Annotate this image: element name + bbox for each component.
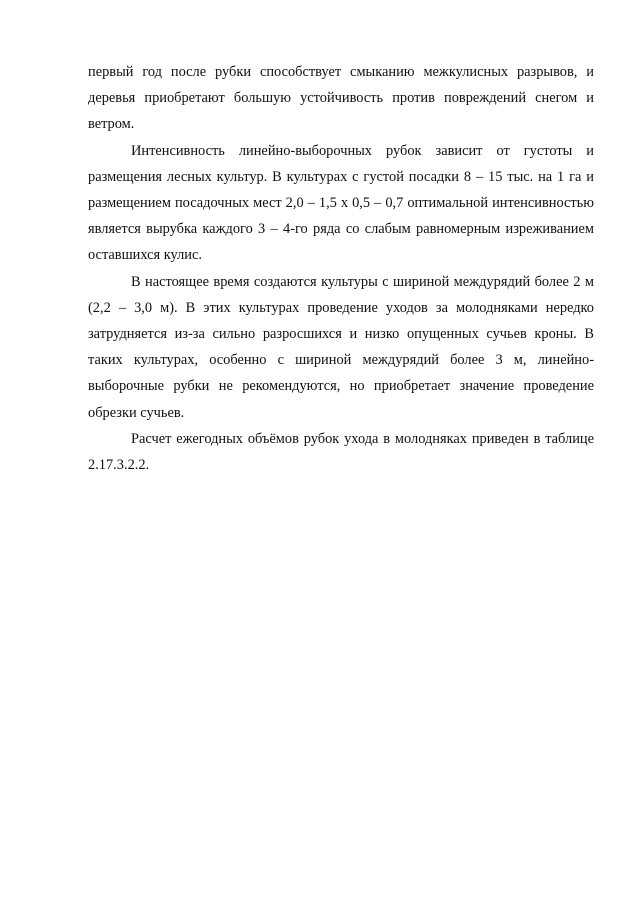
paragraph-row-spacing: В настоящее время создаются культуры с шириной междурядий более 2 м (2,2 – 3,0 м). В этих культурах проведение уходов за молодняками нередко затрудняется из-за сильно разросшихся и низко опущенных сучьев кроны. В таких культурах, особенно с шириной междурядий более 3 м, линейно-выборочные рубки не рекомендуются, но приобретает значение проведение обрезки сучьев. — [88, 273, 594, 421]
paragraph-continuation: первый год после рубки способствует смыканию межкулисных разрывов, и деревья приобретают большую устойчивость против повреждений снегом и ветром. — [88, 64, 594, 133]
paragraph-table-reference: Расчет ежегодных объёмов рубок ухода в молодняках приведен в таблице 2.17.3.2.2. — [88, 430, 594, 474]
paragraph-thinning-intensity: Интенсивность линейно-выборочных рубок зависит от густоты и размещения лесных культур. В культурах с густой посадки 8 – 15 тыс. на 1 га и размещением посадочных мест 2,0 – 1,5 х 0,5 – 0,7 оптимальной интенсивностью является вырубка каждого 3 – 4-го ряда со слабым равномерным изреживанием оставшихся кулис. — [88, 142, 594, 264]
document-body — [88, 59, 594, 478]
